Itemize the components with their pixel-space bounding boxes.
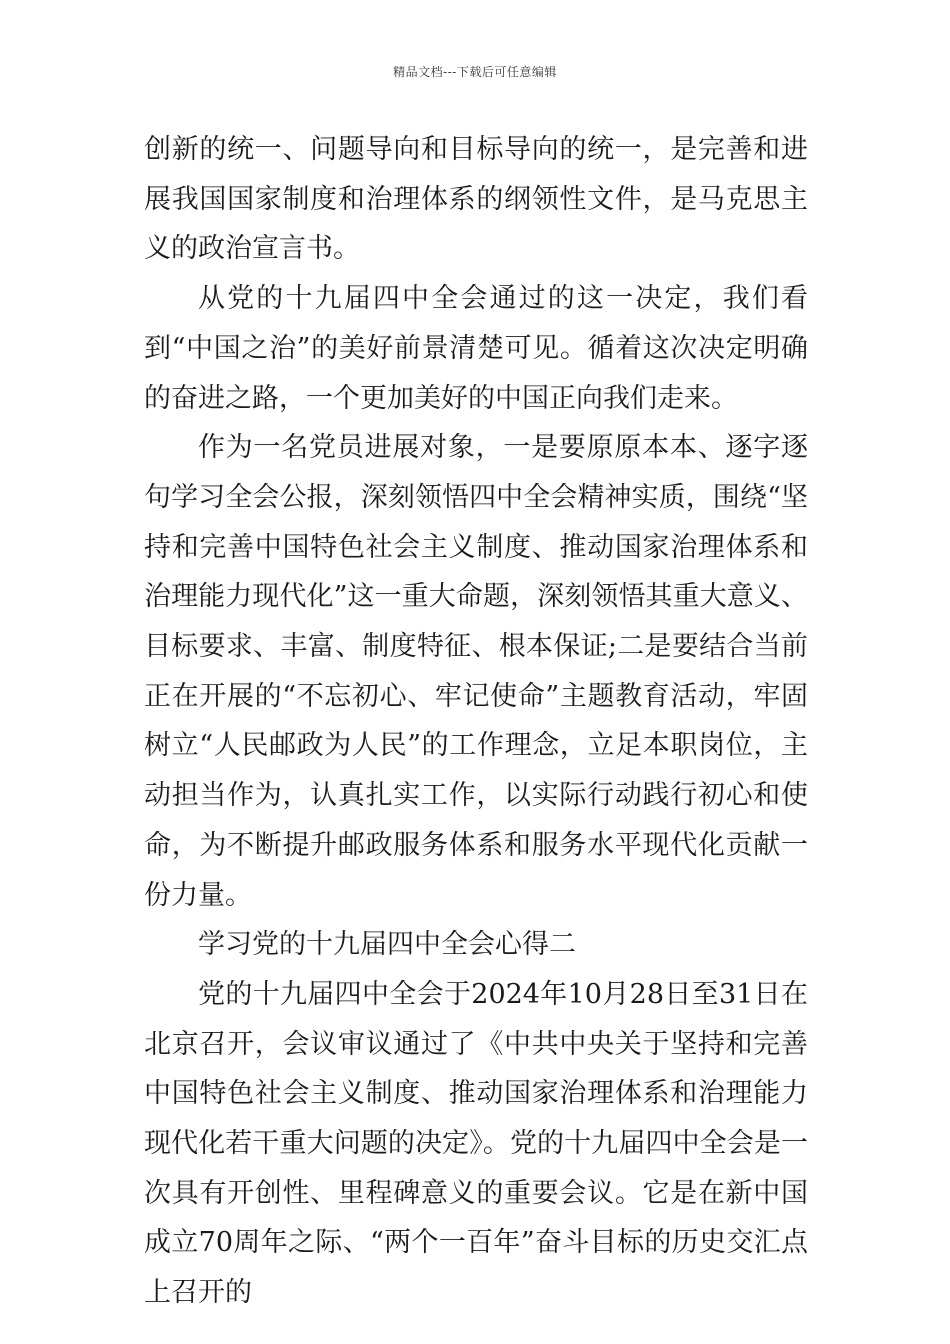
paragraph: 作为一名党员进展对象，一是要原原本本、逐字逐句学习全会公报，深刻领悟四中全会精神实质，围绕“坚持和完善中国特色社会主义制度、推动国家治理体系和治理能力现代化”这一重大命题，深刻领悟其重大意义、目标要求、丰富、制度特征、根本保证;二是要结合当前正在开展的“不忘初心、牢记使命”主题教育活动，牢固树立“人民邮政为人民”的工作理念，立足本职岗位，主动担当作为，认真扎实工作，以实际行动践行初心和使命，为不断提升邮政服务体系和服务水平现代化贡献一份力量。 <box>144 432 808 911</box>
paragraph-continued: 创新的统一、问题导向和目标导向的统一，是完善和进展我国国家制度和治理体系的纲领性文件，是马克思主义的政治宣言书。 <box>144 134 808 265</box>
paragraph: 党的十九届四中全会于2024年10月28日至31日在北京召开，会议审议通过了《中共中央关于坚持和完善中国特色社会主义制度、推动国家治理体系和治理能力现代化若干重大问题的决定》。党的十九届四中全会是一次具有开创性、里程碑意义的重要会议。它是在新中国成立70周年之际、“两个一百年”奋斗目标的历史交汇点上召开的 <box>144 978 808 1309</box>
section-heading: 学习党的十九届四中全会心得二 <box>198 929 576 961</box>
paragraph: 从党的十九届四中全会通过的这一决定，我们看到“中国之治”的美好前景清楚可见。循着这次决定明确的奋进之路，一个更加美好的中国正向我们走来。 <box>144 283 808 414</box>
page-header: 精品文档---下载后可任意编辑 <box>393 65 557 79</box>
document-body <box>144 125 808 1318</box>
